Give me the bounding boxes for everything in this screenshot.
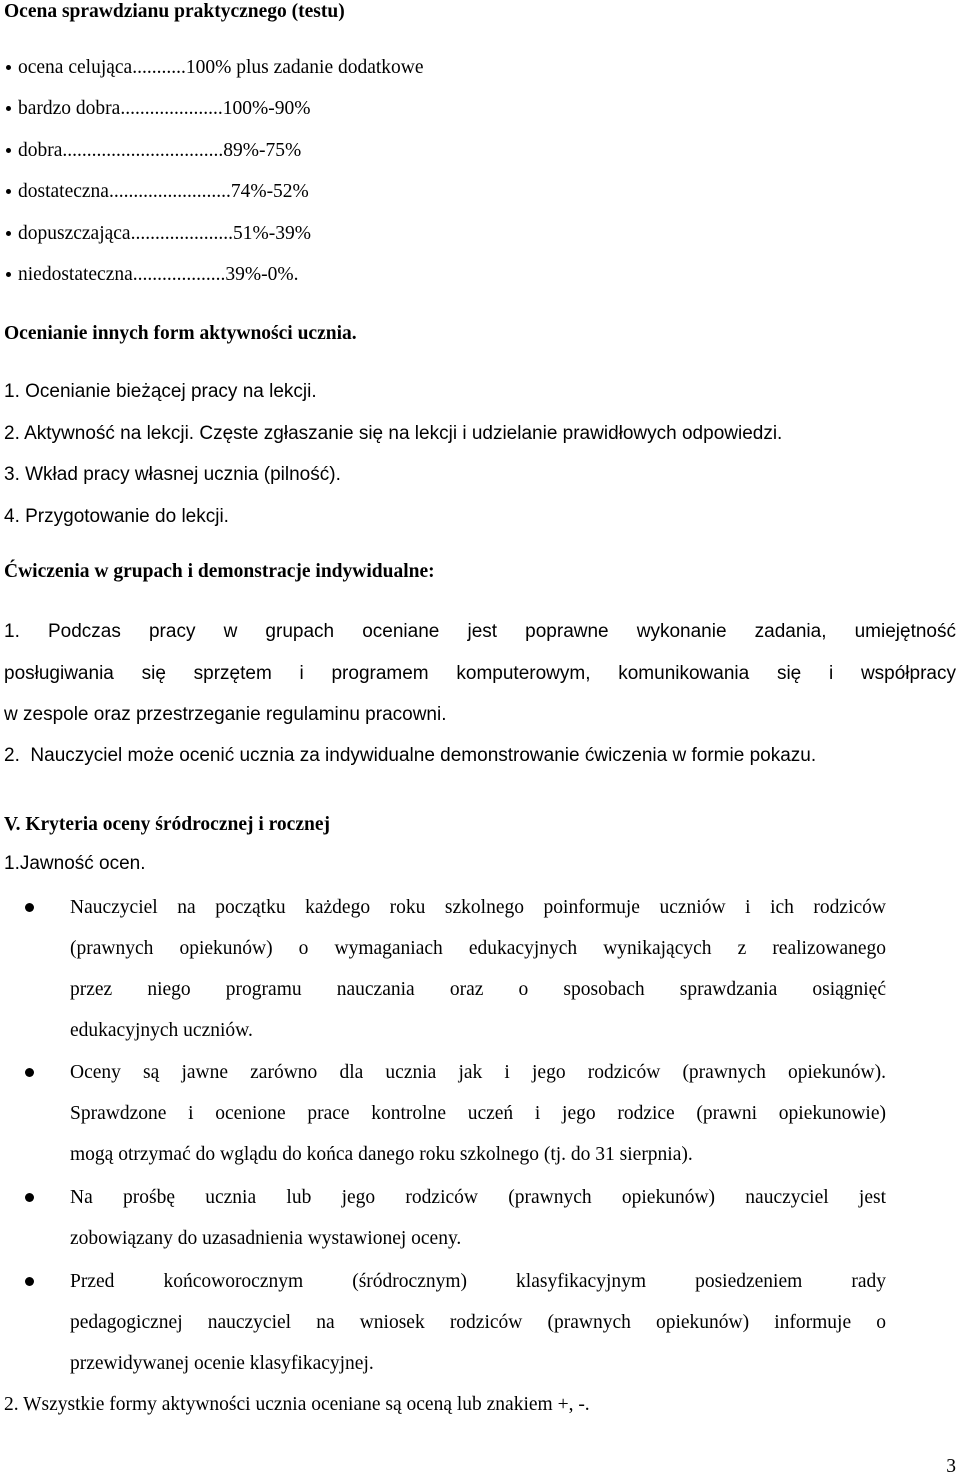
paragraph-line: 2. Nauczyciel może ocenić ucznia za indywidualne demonstrowanie ćwiczenia w formie pokazu. [4,745,817,766]
bullet-icon [6,65,11,70]
paragraph-line: zobowiązany do uzasadnienia wystawionej oceny. [70,1228,462,1249]
list-item: dostateczna.........................74%-52% [18,181,309,202]
paragraph-line: 1. Podczas pracy w grupach oceniane jest poprawne wykonanie zadania, umiejętność [4,621,956,642]
list-item: dobra.................................89%-75% [18,140,302,161]
list-item: niedostateczna...................39%-0%. [18,264,299,285]
list-item: bardzo dobra.....................100%-90% [18,98,311,119]
list-item: 1. Ocenianie bieżącej pracy na lekcji. [4,381,317,402]
bullet-icon [25,1277,34,1286]
bullet-icon [6,272,11,277]
list-item: 3. Wkład pracy własnej ucznia (pilność). [4,464,341,485]
list-item: 2. Aktywność na lekcji. Częste zgłaszanie się na lekcji i udzielanie prawidłowych odpowiedzi. [4,423,783,444]
bullet-icon [25,903,34,912]
paragraph-line: Oceny są jawne zarówno dla ucznia jak i jego rodziców (prawnych opiekunów). [70,1062,886,1083]
paragraph-line: Nauczyciel na początku każdego roku szkolnego poinformuje uczniów i ich rodziców [70,897,886,918]
paragraph-line: mogą otrzymać do wglądu do końca danego roku szkolnego (tj. do 31 sierpnia). [70,1144,693,1165]
section-heading-criteria: V. Kryteria oceny śródrocznej i rocznej [4,814,330,835]
bullet-icon [6,231,11,236]
page-number: 3 [946,1456,956,1477]
paragraph-line: pedagogicznej nauczyciel na wniosek rodziców (prawnych opiekunów) informuje o [70,1312,886,1333]
section-heading-test-grading: Ocena sprawdzianu praktycznego (testu) [4,1,345,22]
bullet-icon [6,106,11,111]
paragraph-line: Sprawdzone i ocenione prace kontrolne uczeń i jego rodzice (prawni opiekunowie) [70,1103,886,1124]
paragraph-line: (prawnych opiekunów) o wymaganiach edukacyjnych wynikających z realizowanego [70,938,886,959]
paragraph-line: w zespole oraz przestrzeganie regulaminu pracowni. [4,704,447,725]
paragraph-line: przez niego programu nauczania oraz o sposobach sprawdzania osiągnięć [70,979,886,1000]
bullet-icon [6,189,11,194]
subheading-jawnosc: 1.Jawność ocen. [4,853,146,874]
list-item: dopuszczająca.....................51%-39% [18,223,311,244]
bullet-icon [25,1193,34,1202]
bullet-icon [6,148,11,153]
section-heading-other-forms: Ocenianie innych form aktywności ucznia. [4,323,357,344]
paragraph-line: przewidywanej ocenie klasyfikacyjnej. [70,1353,374,1374]
list-item: 4. Przygotowanie do lekcji. [4,506,229,527]
bullet-icon [25,1068,34,1077]
list-item: ocena celująca...........100% plus zadanie dodatkowe [18,57,424,78]
section-heading-group-exercises: Ćwiczenia w grupach i demonstracje indywidualne: [4,561,435,582]
final-line: 2. Wszystkie formy aktywności ucznia oceniane są oceną lub znakiem +, -. [4,1394,590,1415]
paragraph-line: posługiwania się sprzętem i programem komputerowym, komunikowania się i współpracy [4,663,956,684]
paragraph-line: Przed końcoworocznym (śródrocznym) klasyfikacyjnym posiedzeniem rady [70,1271,886,1292]
paragraph-line: Na prośbę ucznia lub jego rodziców (prawnych opiekunów) nauczyciel jest [70,1187,886,1208]
paragraph-line: edukacyjnych uczniów. [70,1020,253,1041]
